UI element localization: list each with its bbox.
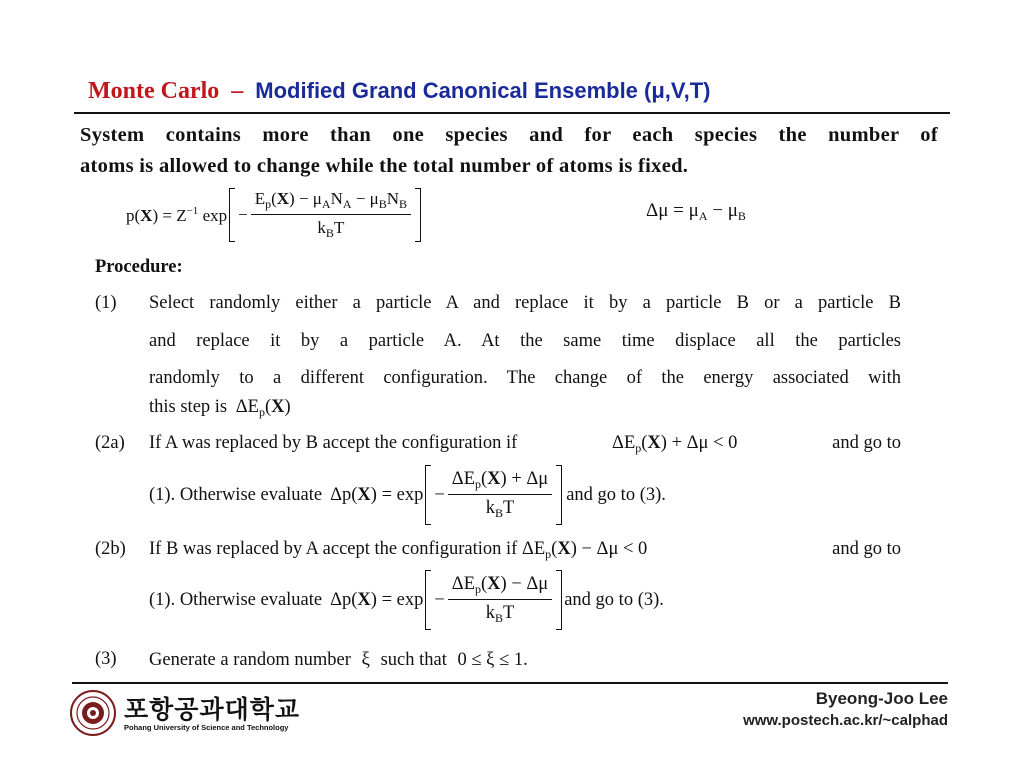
title-part-monte-carlo: Monte Carlo (88, 78, 220, 104)
footer-divider (72, 682, 948, 684)
slide-title (88, 78, 710, 105)
title-divider (74, 112, 950, 114)
logo-english-name: Pohang University of Science and Technology (124, 723, 289, 732)
intro-line-1: System contains more than one species and for each species the number of (80, 124, 938, 146)
intro-line-2: atoms is allowed to change while the total number of atoms is fixed. (80, 155, 689, 177)
step-1-line-1: Select randomly either a particle A and replace it by a particle B or a particle B (149, 293, 901, 313)
step-3-label: (3) (95, 649, 117, 669)
step-1-line-2: and replace it by a particle A. At the same time displace all the particles (149, 331, 901, 351)
step-2a-condition: $\Delta E_p(X) + \Delta\mu < 0$ (612, 433, 738, 455)
step-2b-line-1: If B was replaced by A accept the configuration if $\Delta E_p(X) - \Delta\mu < 0$ and go to (149, 539, 901, 561)
right-bracket (415, 188, 421, 242)
delta-mu-equation: $\Delta\mu = \mu_A - \mu_B$ (646, 200, 746, 223)
step-1-label: (1) (95, 293, 117, 313)
university-seal-icon (70, 690, 116, 736)
step-2b-fraction: $\frac{\Delta E_p(X) - \Delta\mu}{k_BT}$ (448, 574, 552, 626)
logo-korean-name: 포항공과대학교 (124, 695, 301, 724)
probability-equation: $p(X) = Z^{-1}$ exp − $\frac{E_p(X) - \mu_AN_A - \mu_BN_B}{k_BT}$ (126, 186, 421, 244)
step-1-line-4: this step is $\Delta E_p(X)$ (149, 397, 291, 419)
step-2b-label: (2b) (95, 539, 126, 559)
title-part-ensemble: Modified Grand Canonical Ensemble (μ,V,T) (255, 78, 711, 103)
prob-fraction: $\frac{E_p(X) - \mu_AN_A - \mu_BN_B}{k_BT}$ (251, 189, 411, 241)
step-2a-fraction: $\frac{\Delta E_p(X) + \Delta\mu}{k_BT}$ (448, 469, 552, 521)
xi-symbol: ξ (361, 649, 370, 670)
title-dash: – (231, 78, 244, 104)
step-1-line-3: randomly to a different configuration. The change of the energy associated with (149, 368, 901, 388)
left-bracket (229, 188, 235, 242)
website-url: www.postech.ac.kr/~calphad (743, 712, 948, 729)
author-name: Byeong-Joo Lee (815, 689, 948, 708)
step-2a-line-2: (1). Otherwise evaluate Δp(X) = exp − $\frac{\Delta E_p(X) + \Delta\mu}{k_BT}$ and go to (3). (149, 464, 666, 526)
step-2a-label: (2a) (95, 433, 125, 453)
delta-energy-expr: $\Delta E_p(X)$ (235, 397, 291, 419)
step-2a-line-1: If A was replaced by B accept the configuration if $\Delta E_p(X) + \Delta\mu < 0$ and go to (149, 433, 901, 455)
step-3-text: Generate a random number ξ such that 0 ≤ ξ ≤ 1. (149, 649, 528, 670)
procedure-heading: Procedure: (95, 257, 183, 277)
step-2b-condition: $\Delta E_p(X) - \Delta\mu < 0$ (521, 539, 648, 561)
xi-range: 0 ≤ ξ ≤ 1. (457, 650, 528, 670)
step-2b-line-2: (1). Otherwise evaluate Δp(X) = exp − $\frac{\Delta E_p(X) - \Delta\mu}{k_BT}$ and go to (3). (149, 569, 664, 631)
prob-equation-lhs: $p(X) = Z^{-1}$ exp (126, 204, 228, 225)
